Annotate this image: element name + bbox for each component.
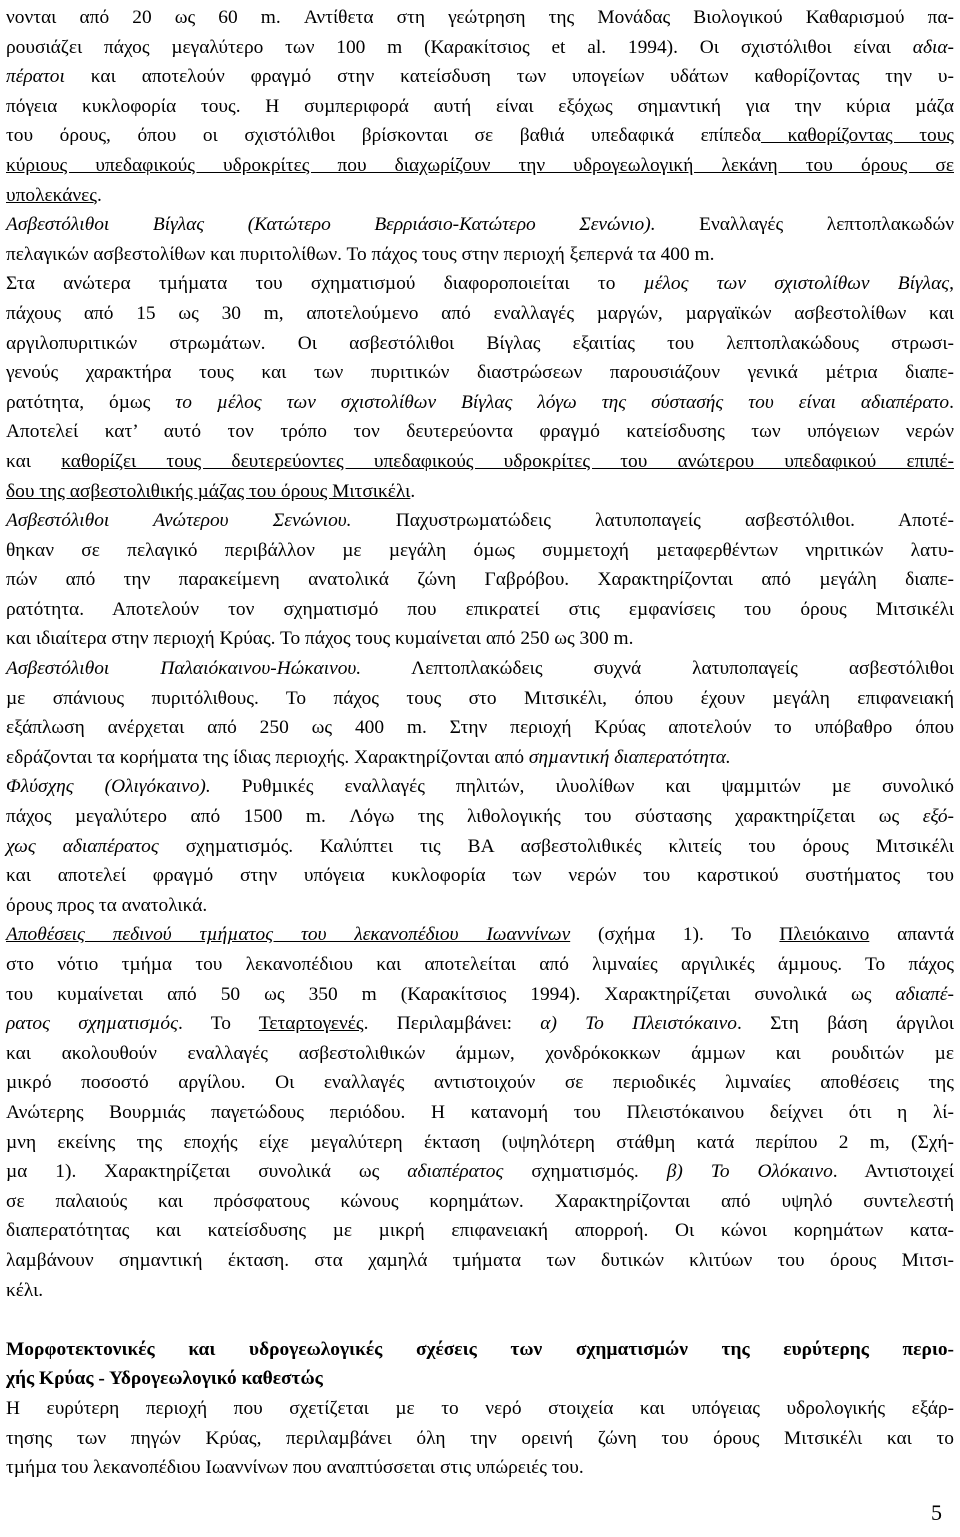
text-run: σε παλαιούς και πρόσφατους κώνους κορηµάτων. Χαρακτηρίζονται από υψηλό συντελεστή: [6, 1190, 954, 1212]
text-run: και ακολουθούν εναλλαγές ασβεστολιθικών άµµων, χονδρόκοκκων άµµων και ρουδιτών µε: [6, 1042, 954, 1064]
text-line: [6, 891, 954, 921]
text-run: κέλι.: [6, 1279, 44, 1301]
text-line: [6, 417, 954, 447]
text-run: Παχυστρωµατώδεις λατυποπαγείς ασβεστόλιθοι. Αποτέ-: [351, 510, 954, 532]
text-run: .: [96, 184, 102, 206]
text-line: [6, 654, 954, 684]
text-run: ρατότητα. Αποτελούν τον σχηµατισµό που επικρατεί στις εµφανίσεις του όρους Μιτσικέλι: [6, 598, 954, 620]
text-line: [6, 565, 954, 595]
emphasized-text: δου της ασβεστολιθικής µάζας του όρους Μιτσικέλι: [6, 480, 411, 502]
emphasized-text: Φλύσχης (Ολιγόκαινο).: [6, 776, 211, 798]
text-line: [6, 743, 954, 773]
text-run: και: [6, 450, 62, 472]
text-run: Λεπτοπλακώδεις συχνά λατυποπαγείς ασβεστόλιθοι: [361, 658, 954, 680]
text-run: Στα ανώτερα τµήµατα του σχηµατισµού διαφοροποιείται το: [6, 273, 644, 295]
text-line: [6, 62, 954, 92]
text-line: [6, 506, 954, 536]
text-line: [6, 1009, 954, 1039]
text-run: Αποτελεί κατ’ αυτό τον τρόπο τον δευτερεύοντα φραγµό κατείσδυσης των υπόγειων νερών: [6, 421, 954, 443]
text-line: [6, 1394, 954, 1424]
text-line: [6, 3, 954, 33]
emphasized-text: Πλειόκαινο: [779, 924, 870, 946]
text-line: [6, 269, 954, 299]
emphasized-text: Τεταρτογενές: [258, 1013, 364, 1035]
text-run: ρουσιάζει πάχος µεγαλύτερο των 100 m (Καρακίτσιος et al. 1994). Οι σχιστόλιθοι είναι: [6, 36, 913, 58]
text-run: πόγεια κυκλοφορία τους. Η συµπεριφορά αυτή είναι εξόχως σηµαντική για την κύρια µάζα: [6, 95, 954, 117]
text-run: αργιλοπυριτικών στρωµάτων. Οι ασβεστόλιθοι Βίγλας εξαιτίας του λεπτοπλακώδους στρωσι-: [6, 332, 954, 354]
text-line: [6, 1068, 954, 1098]
text-run: Ανώτερης Βουρµιάς παγετώδους περιόδου. Η κατανοµή του Πλειστόκαινου δείχνει ότι η λί-: [6, 1101, 954, 1123]
text-line: [6, 1453, 954, 1483]
text-line: [6, 1157, 954, 1187]
text-line: [6, 920, 954, 950]
emphasized-text: εξό-: [922, 806, 954, 828]
text-line: [6, 33, 954, 63]
text-line: [6, 1216, 954, 1246]
text-line: [6, 624, 954, 654]
text-line: [6, 1098, 954, 1128]
text-line: [6, 1246, 954, 1276]
emphasized-text: κύριους υπεδαφικούς υδροκρίτες που διαχωρίζουν την υδρογεωλογική λεκάνη του όρους σε: [6, 154, 954, 176]
text-run: .: [949, 391, 954, 413]
emphasized-text: α) Το Πλειστόκαινο: [540, 1013, 737, 1035]
text-line: [6, 861, 954, 891]
text-run: µα 1). Χαρακτηρίζεται συνολικά ως: [6, 1161, 408, 1183]
text-line: [6, 181, 954, 211]
text-line: [6, 477, 954, 507]
text-line: [6, 1187, 954, 1217]
text-run: και αποτελεί φραγµό στην υπόγεια κυκλοφορία των νερών του καρστικού συστήµατος του: [6, 865, 954, 887]
text-line: [6, 684, 954, 714]
text-run: εξάπλωση ανέρχεται από 250 ως 400 m. Στην περιοχή Κρύας αποτελούν το υπόβαθρο όπου: [6, 717, 954, 739]
text-line: [6, 388, 954, 418]
text-line: [6, 447, 954, 477]
text-run: λαµβάνουν σηµαντική έκταση. στα χαµηλά τµήµατα των δυτικών κλιτύων του όρους Μιτσι-: [6, 1249, 954, 1271]
text-run: ρατότητα, όµως: [6, 391, 176, 413]
text-line: [6, 151, 954, 181]
text-run: στο νότιο τµήµα του λεκανοπέδιου και αποτελείται από λιµναίες αργιλικές άµµους. Το πάχος: [6, 954, 954, 975]
emphasized-text: Ασβεστόλιθοι Παλαιόκαινου-Ηώκαινου.: [6, 658, 362, 680]
emphasized-text: Αποθέσεις πεδινού τµήµατος του λεκανοπέδιου Ιωαννίνων: [6, 924, 571, 946]
text-run: γενούς χαρακτήρα τους και των πυριτικών διαστρώσεων παρουσιάζουν γενικά µέτρια διαπε-: [6, 362, 954, 384]
text-run: µικρό ποσοστό αργίλου. Οι εναλλαγές αντιστοιχούν σε περιοδικές λιµναίες αποθέσεις της: [6, 1072, 954, 1094]
text-line: [6, 1128, 954, 1158]
emphasized-text: το µέλος των σχιστολίθων Βίγλας λόγω της σύστασής του είναι αδιαπέρατο: [175, 391, 950, 413]
text-line: [6, 1424, 954, 1454]
text-line: [6, 210, 954, 240]
text-run: πελαγικών ασβεστολίθων και πυριτολίθων. Το πάχος τους στην περιοχή ξεπερνά τα 400 m.: [6, 243, 715, 265]
section-heading-text: χής Κρύας - Υδρογεωλογικό καθεστώς: [6, 1368, 323, 1390]
text-line: [6, 121, 954, 151]
emphasized-text: αδιαπέρατος: [407, 1161, 504, 1183]
text-line: [6, 772, 954, 802]
text-line: [6, 980, 954, 1010]
text-run: σχηµατισµός.: [503, 1161, 667, 1183]
emphasized-text: σηµαντική διαπερατότητα.: [528, 746, 731, 768]
text-run: πάχους από 15 ως 30 m, αποτελούµενο από εναλλαγές µαργών, µαργαϊκών ασβεστολίθων και: [6, 302, 954, 324]
text-line: [6, 536, 954, 566]
text-run: µε σπάνιους πυριτόλιθους. Το πάχος τους στο Μιτσικέλι, όπου έχουν µεγάλη επιφανειακή: [6, 687, 954, 709]
text-run: τµήµα του λεκανοπέδιου Ιωαννίνων που αναπτύσσεται στις υπώρειές του.: [6, 1457, 584, 1479]
emphasized-text: ρατος σχηµατισµός: [6, 1013, 178, 1035]
text-run: πάχος µεγαλύτερο από 1500 m. Λόγω της λιθολογικής του σύστασης χαρακτηρίζεται ως: [6, 806, 923, 828]
text-run: . Το: [177, 1013, 259, 1035]
text-run: .: [410, 480, 416, 502]
text-run: πών από την παρακείµενη ανατολικά ζώνη Γαβρόβου. Χαρακτηρίζονται από µεγάλη διαπε-: [6, 569, 954, 591]
text-run: τησης των πηγών Κρύας, περιλαµβάνει όλη την ορεινή ζώνη του όρους Μιτσικέλι και το: [6, 1427, 954, 1449]
emphasized-text: Ασβεστόλιθοι Βίγλας (Κατώτερο Βερριάσιο-Κατώτερο Σενώνιο).: [6, 214, 656, 236]
text-line: [6, 802, 954, 832]
emphasized-text: µέλος των σχιστολίθων Βίγλας: [643, 273, 950, 295]
text-run: θηκαν σε πελαγικό περιβάλλον µε µεγάλη όµως συµµετοχή µεταφερθέντων νηριτικών λατυ-: [6, 539, 954, 561]
section-heading-text: Μορφοτεκτονικές και υδρογεωλογικές σχέσεις των σχηµατισµών της ευρύτερης περιο-: [6, 1338, 954, 1360]
text-run: Εναλλαγές λεπτοπλακωδών: [655, 214, 954, 236]
text-line: [6, 1335, 954, 1365]
text-run: νονται από 20 ως 60 m. Αντίθετα στη γεώτρηση της Μονάδας Βιολογικού Καθαρισµού πα-: [6, 7, 954, 28]
text-run: σχηµατισµός. Καλύπτει τις ΒΑ ασβεστολιθικές κλιτείς του όρους Μιτσικέλι: [158, 835, 954, 857]
text-line: [6, 950, 954, 980]
text-line: [6, 832, 954, 862]
emphasized-text: αδια-: [912, 36, 954, 58]
text-run: Ρυθµικές εναλλαγές πηλιτών, ιλυολίθων και ψαµµιτών µε συνολικό: [210, 776, 954, 798]
text-run: µνη εκείνης της εποχής είχε µεγαλύτερη έκταση (υψηλότερη στάθµη κατά περίπου 2 m, (Σχή-: [6, 1131, 954, 1153]
emphasized-text: πέρατοι: [6, 66, 65, 88]
text-line: [6, 329, 954, 359]
emphasized-text: χως αδιαπέρατος: [6, 835, 159, 857]
text-run: απαντά: [869, 924, 954, 946]
text-run: . Στη βάση άργιλοι: [736, 1013, 955, 1035]
text-line: [6, 1276, 954, 1306]
text-line: [6, 92, 954, 122]
document-body: [6, 3, 954, 1483]
text-run: . Αντιστοιχεί: [832, 1161, 954, 1183]
text-line: [6, 713, 954, 743]
emphasized-text: καθορίζοντας τους: [760, 125, 954, 147]
text-run: διαπερατότητας και κατείσδυσης µε µικρή επιφανειακή απορροή. Οι κώνοι κορηµάτων κατα-: [6, 1220, 954, 1242]
emphasized-text: υπολεκάνες: [6, 184, 97, 206]
text-run: . Περιλαµβάνει:: [363, 1013, 541, 1035]
text-line: [6, 1039, 954, 1069]
text-line: [6, 240, 954, 270]
text-line: [6, 358, 954, 388]
text-run: του κυµαίνεται από 50 ως 350 m (Καρακίτσιος 1994). Χαρακτηρίζεται συνολικά ως: [6, 983, 896, 1005]
text-run: και αποτελούν φραγµό στην κατείσδυση των υπογείων υδάτων καθορίζοντας την υ-: [64, 66, 954, 88]
text-run: εδράζονται τα κορήµατα της ίδιας περιοχής. Χαρακτηρίζονται από: [6, 746, 529, 768]
text-run: ,: [949, 273, 954, 295]
emphasized-text: αδιαπέ-: [895, 983, 954, 1005]
text-line: [6, 1364, 954, 1394]
text-run: (σχήµα 1). Το: [570, 924, 780, 946]
text-line: [6, 595, 954, 625]
text-run: του όρους, όπου οι σχιστόλιθοι βρίσκονται σε βαθιά υπεδαφικά επίπεδα: [6, 125, 761, 147]
emphasized-text: καθορίζει τους δευτερεύοντες υπεδαφικούς υδροκρίτες του ανώτερου υπεδαφικού επιπέ-: [61, 450, 954, 472]
text-run: Η ευρύτερη περιοχή που σχετίζεται µε το νερό στοιχεία και υπόγειας υδρολογικής εξάρ-: [6, 1397, 954, 1419]
paragraph-spacer: [6, 1305, 954, 1335]
text-run: και ιδιαίτερα στην περιοχή Κρύας. Το πάχος τους κυµαίνεται από 250 ως 300 m.: [6, 628, 634, 650]
text-run: όρους προς τα ανατολικά.: [6, 894, 208, 916]
emphasized-text: β) Το Ολόκαινο: [666, 1161, 833, 1183]
text-line: [6, 299, 954, 329]
emphasized-text: Ασβεστόλιθοι Ανώτερου Σενώνιου.: [6, 510, 352, 532]
page-number: 5: [931, 1500, 942, 1525]
